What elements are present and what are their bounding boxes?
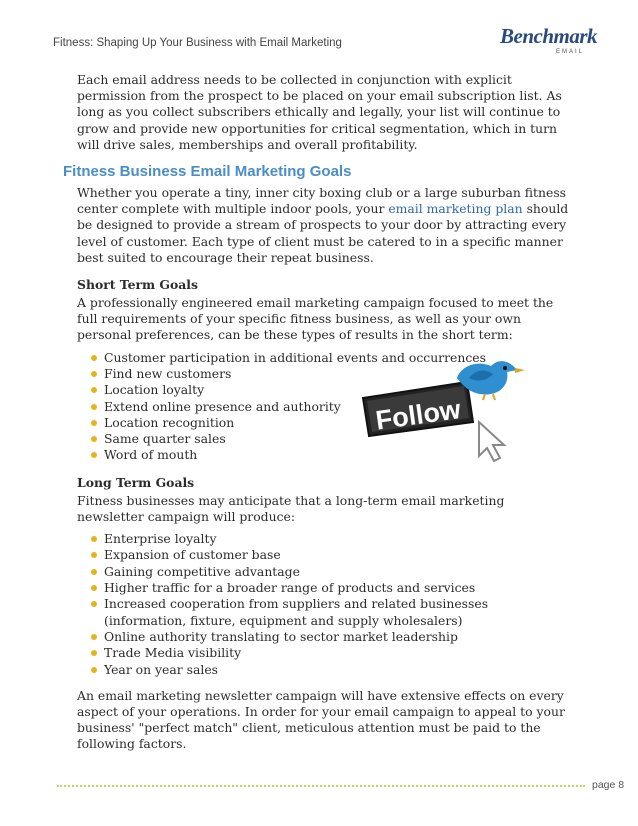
list-item: Extend online presence and authority <box>91 399 572 415</box>
list-item: Gaining competitive advantage <box>91 564 572 580</box>
list-item: Expansion of customer base <box>91 547 572 563</box>
footer-dotted-rule <box>57 785 585 787</box>
follow-label: Follow <box>373 394 463 436</box>
section-text-before-link: Whether you operate a tiny, inner city boxing club or a large suburban fitness center complete with multiple indoor pools, your <box>77 185 567 217</box>
short-term-heading: Short Term Goals <box>77 277 198 293</box>
cursor-arrow-icon <box>479 422 504 461</box>
intro-paragraph: Each email address needs to be collected in conjunction with explicit permission from the prospect to be placed on your email subscription list. As long as you collect subscribers ethically and legally, your list will continue to grow and provide new opportunities for critical segmentation, which in turn will drive sales, memberships and overall profitability. <box>77 72 562 152</box>
document-running-title: Fitness: Shaping Up Your Business with Email Marketing <box>53 37 342 49</box>
section-text-after-link: should be designed to provide a stream of prospects to your door by attracting every level of customer. Each type of client must be catered to in a specific manner best suited to encourage their repeat business. <box>77 201 569 265</box>
long-term-intro: Fitness businesses may anticipate that a long-term email marketing newsletter campaign will produce: <box>77 492 505 524</box>
list-item: Higher traffic for a broader range of products and services <box>91 580 572 596</box>
list-item: Increased cooperation from suppliers and related businesses (information, fixture, equipment and supply wholesalers) <box>91 596 572 629</box>
email-marketing-plan-link[interactable]: email marketing plan <box>388 201 523 217</box>
follow-button-illustration <box>357 352 537 462</box>
benchmark-logo <box>500 24 598 60</box>
closing-paragraph: An email marketing newsletter campaign will have extensive effects on every aspect of your operations. In order for your email campaign to appeal to your business' "perfect match" client, meticulous attention must be paid to the following factors. <box>77 687 565 752</box>
list-item: Find new customers <box>91 366 572 382</box>
logo-subtext: EMAIL <box>555 49 584 55</box>
list-item: Trade Media visibility <box>91 645 572 661</box>
list-item: Location recognition <box>91 415 572 431</box>
list-item: Year on year sales <box>91 662 572 678</box>
list-item: Same quarter sales <box>91 431 572 447</box>
list-item: Word of mouth <box>91 447 572 463</box>
logo-wordmark: Benchmark <box>500 24 598 48</box>
list-item: Online authority translating to sector market leadership <box>91 629 572 645</box>
short-term-intro: A professionally engineered email marketing campaign focused to meet the full requirements of your specific fitness business, as well as your own personal preferences, can be these types of results in the short term: <box>77 295 554 343</box>
list-item: Enterprise loyalty <box>91 531 572 547</box>
section-paragraph <box>77 185 572 266</box>
page-number: page 8 <box>592 779 625 791</box>
long-term-heading: Long Term Goals <box>77 474 195 490</box>
long-term-list <box>77 531 572 678</box>
list-item: Location loyalty <box>91 382 572 398</box>
list-item: Customer participation in additional events and occurrences <box>91 350 572 366</box>
section-heading: Fitness Business Email Marketing Goals <box>63 163 352 181</box>
follow-badge <box>363 382 473 436</box>
